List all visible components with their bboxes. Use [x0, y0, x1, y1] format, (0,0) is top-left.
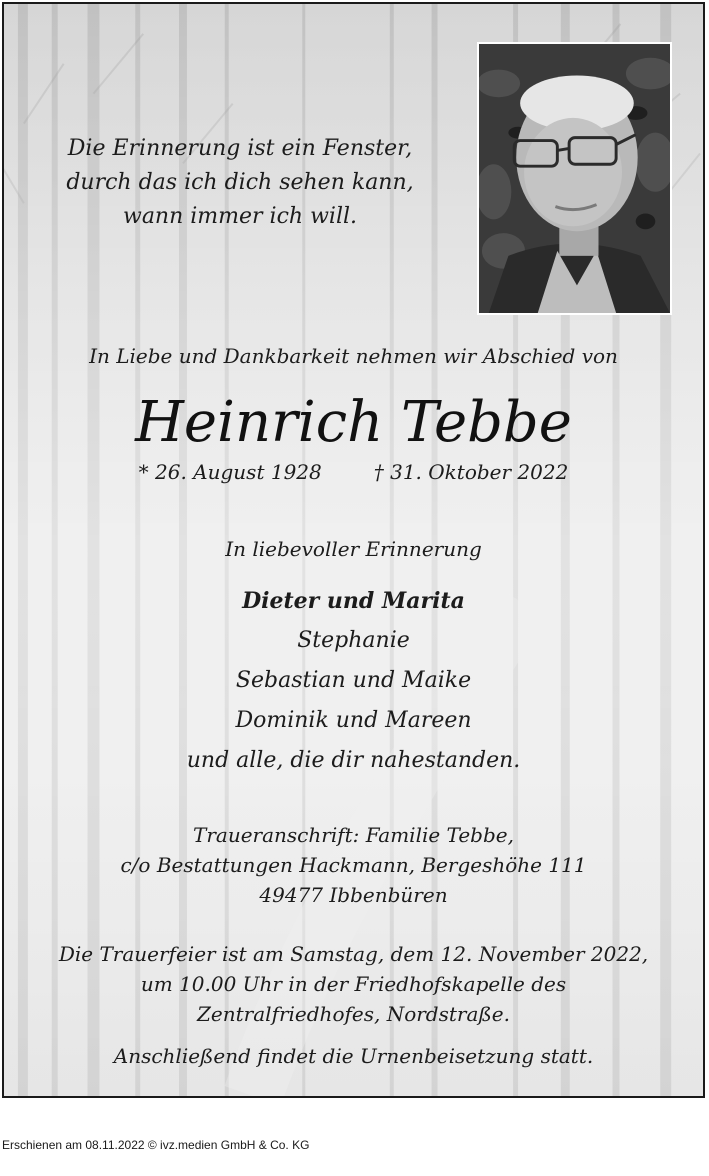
death-date: † 31. Oktober 2022: [373, 460, 569, 484]
memorial-quote: [40, 132, 440, 234]
ceremony-line: um 10.00 Uhr in der Friedhofskapelle des: [140, 972, 567, 996]
family-member: Stephanie: [297, 628, 410, 653]
obituary-card: [2, 2, 705, 1098]
publication-footer: Erschienen am 08.11.2022 © ivz.medien GmbH & Co. KG: [2, 1138, 310, 1152]
ceremony-line: Die Trauerfeier ist am Samstag, dem 12. November 2022,: [58, 942, 649, 966]
life-dates: [4, 460, 703, 484]
quote-line: durch das ich dich sehen kann,: [66, 170, 414, 195]
address-line: Traueranschrift: Familie Tebbe,: [193, 823, 514, 847]
address-line: c/o Bestattungen Hackmann, Bergeshöhe 111: [120, 853, 587, 877]
memory-line: In liebevoller Erinnerung: [225, 537, 482, 561]
quote-line: wann immer ich will.: [122, 204, 358, 229]
ceremony-info: [4, 939, 703, 1029]
ceremony-line: Zentralfriedhofes, Nordstraße.: [197, 1002, 510, 1026]
family-member: Sebastian und Maike: [235, 668, 472, 693]
mourning-address: [4, 820, 703, 910]
urn-note: Anschließend findet die Urnenbeisetzung statt.: [113, 1044, 594, 1068]
deceased-name: Heinrich Tebbe: [135, 390, 572, 455]
intro-line: In Liebe und Dankbarkeit nehmen wir Abschied von: [89, 344, 618, 368]
birth-date: * 26. August 1928: [138, 460, 322, 484]
family-member: Dominik und Mareen: [235, 708, 472, 733]
quote-line: Die Erinnerung ist ein Fenster,: [67, 136, 413, 161]
portrait-photo: [477, 42, 672, 315]
family-member: und alle, die dir nahestanden.: [186, 748, 521, 773]
family-list: [4, 581, 703, 781]
family-member: Dieter und Marita: [242, 588, 465, 614]
address-line: 49477 Ibbenbüren: [259, 883, 448, 907]
